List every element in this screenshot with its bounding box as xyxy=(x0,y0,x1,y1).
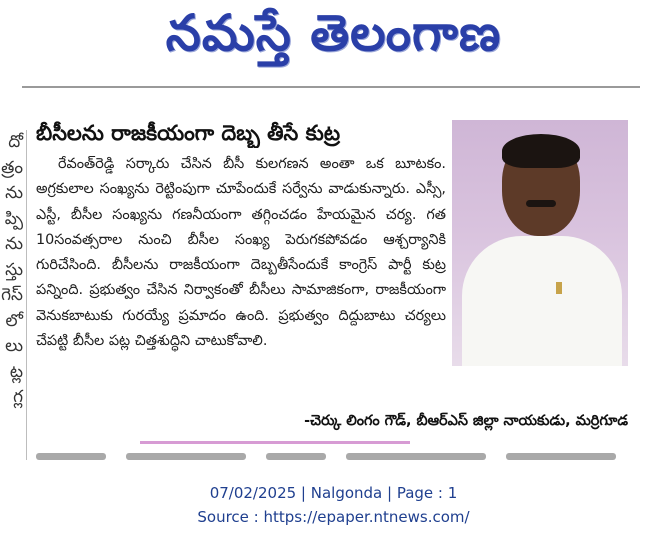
edition-info: 07/02/2025 | Nalgonda | Page : 1 xyxy=(209,484,458,502)
column-fragment: దో xyxy=(8,132,23,152)
column-fragment: లో xyxy=(5,310,23,331)
column-fragment: గెస్ xyxy=(1,285,23,305)
adjacent-column-fragments xyxy=(0,130,27,460)
column-fragment: ప్పి xyxy=(4,208,23,229)
column-fragment: స్తు xyxy=(5,259,23,280)
author-photo xyxy=(452,120,628,366)
masthead-divider xyxy=(22,86,640,88)
photo-hair xyxy=(502,134,580,168)
column-fragment: ట్ల xyxy=(9,361,23,382)
masthead xyxy=(0,0,667,78)
photo-badge xyxy=(556,282,562,294)
photo-mustache xyxy=(526,200,556,207)
next-article-cutoff xyxy=(36,450,628,464)
column-fragment: త్రం xyxy=(1,157,23,178)
article-headline: బీసీలను రాజకీయంగా దెబ్బ తీసే కుట్ర xyxy=(36,121,341,145)
photo-shirt xyxy=(462,236,622,366)
article-paragraph: రేవంత్‌రెడ్డి సర్కారు చేసిన బీసీ కులగణన అంతా ఒక బూటకం. అగ్రకులాల సంఖ్యను రెట్టింపుగా చూపేందుకే సర్వేను వాడుకున్నారు. ఎస్సీ, ఎస్టీ, బీసీల సంఖ్యను గణనీయంగా తగ్గించడం హేయమైన చర్య. గత 10సంవత్సరాల నుంచి బీసీల సంఖ్య పెరుగకపోవడం ఆశ్చర్యానికి గురిచేసింది. బీసీలను రాజకీయంగా దెబ్బతీసేందుకే కాంగ్రెస్ పార్టీ కుట్ర పన్నింది. ప్రభుత్వం చేసిన నిర్వాకంతో బీసీలు సామాజికంగా, రాజకీయంగా వెనుకబాటుకు గురయ్యే ప్రమాదం ఉంది. ప్రభుత్వం దిద్దుబాటు చర్యలు చేపట్టి బీసీల పట్ల చిత్తశుద్ధిని చాటుకోవాలి. xyxy=(36,156,446,350)
column-fragment: ను xyxy=(5,234,23,254)
masthead-title: నమస్తే తెలంగాణ xyxy=(165,3,502,62)
article-body xyxy=(36,152,446,408)
column-fragment: గ్ల xyxy=(13,387,23,407)
article-end-rule xyxy=(140,441,410,444)
article-byline: -చెర్కు లింగం గౌడ్, బీఆర్‌ఎస్ జిల్లా నాయకుడు, మర్రిగూడ xyxy=(304,413,628,429)
column-fragment: లు xyxy=(5,336,23,356)
source-url[interactable]: Source : https://epaper.ntnews.com/ xyxy=(197,508,470,526)
column-fragment: ను xyxy=(5,183,23,203)
